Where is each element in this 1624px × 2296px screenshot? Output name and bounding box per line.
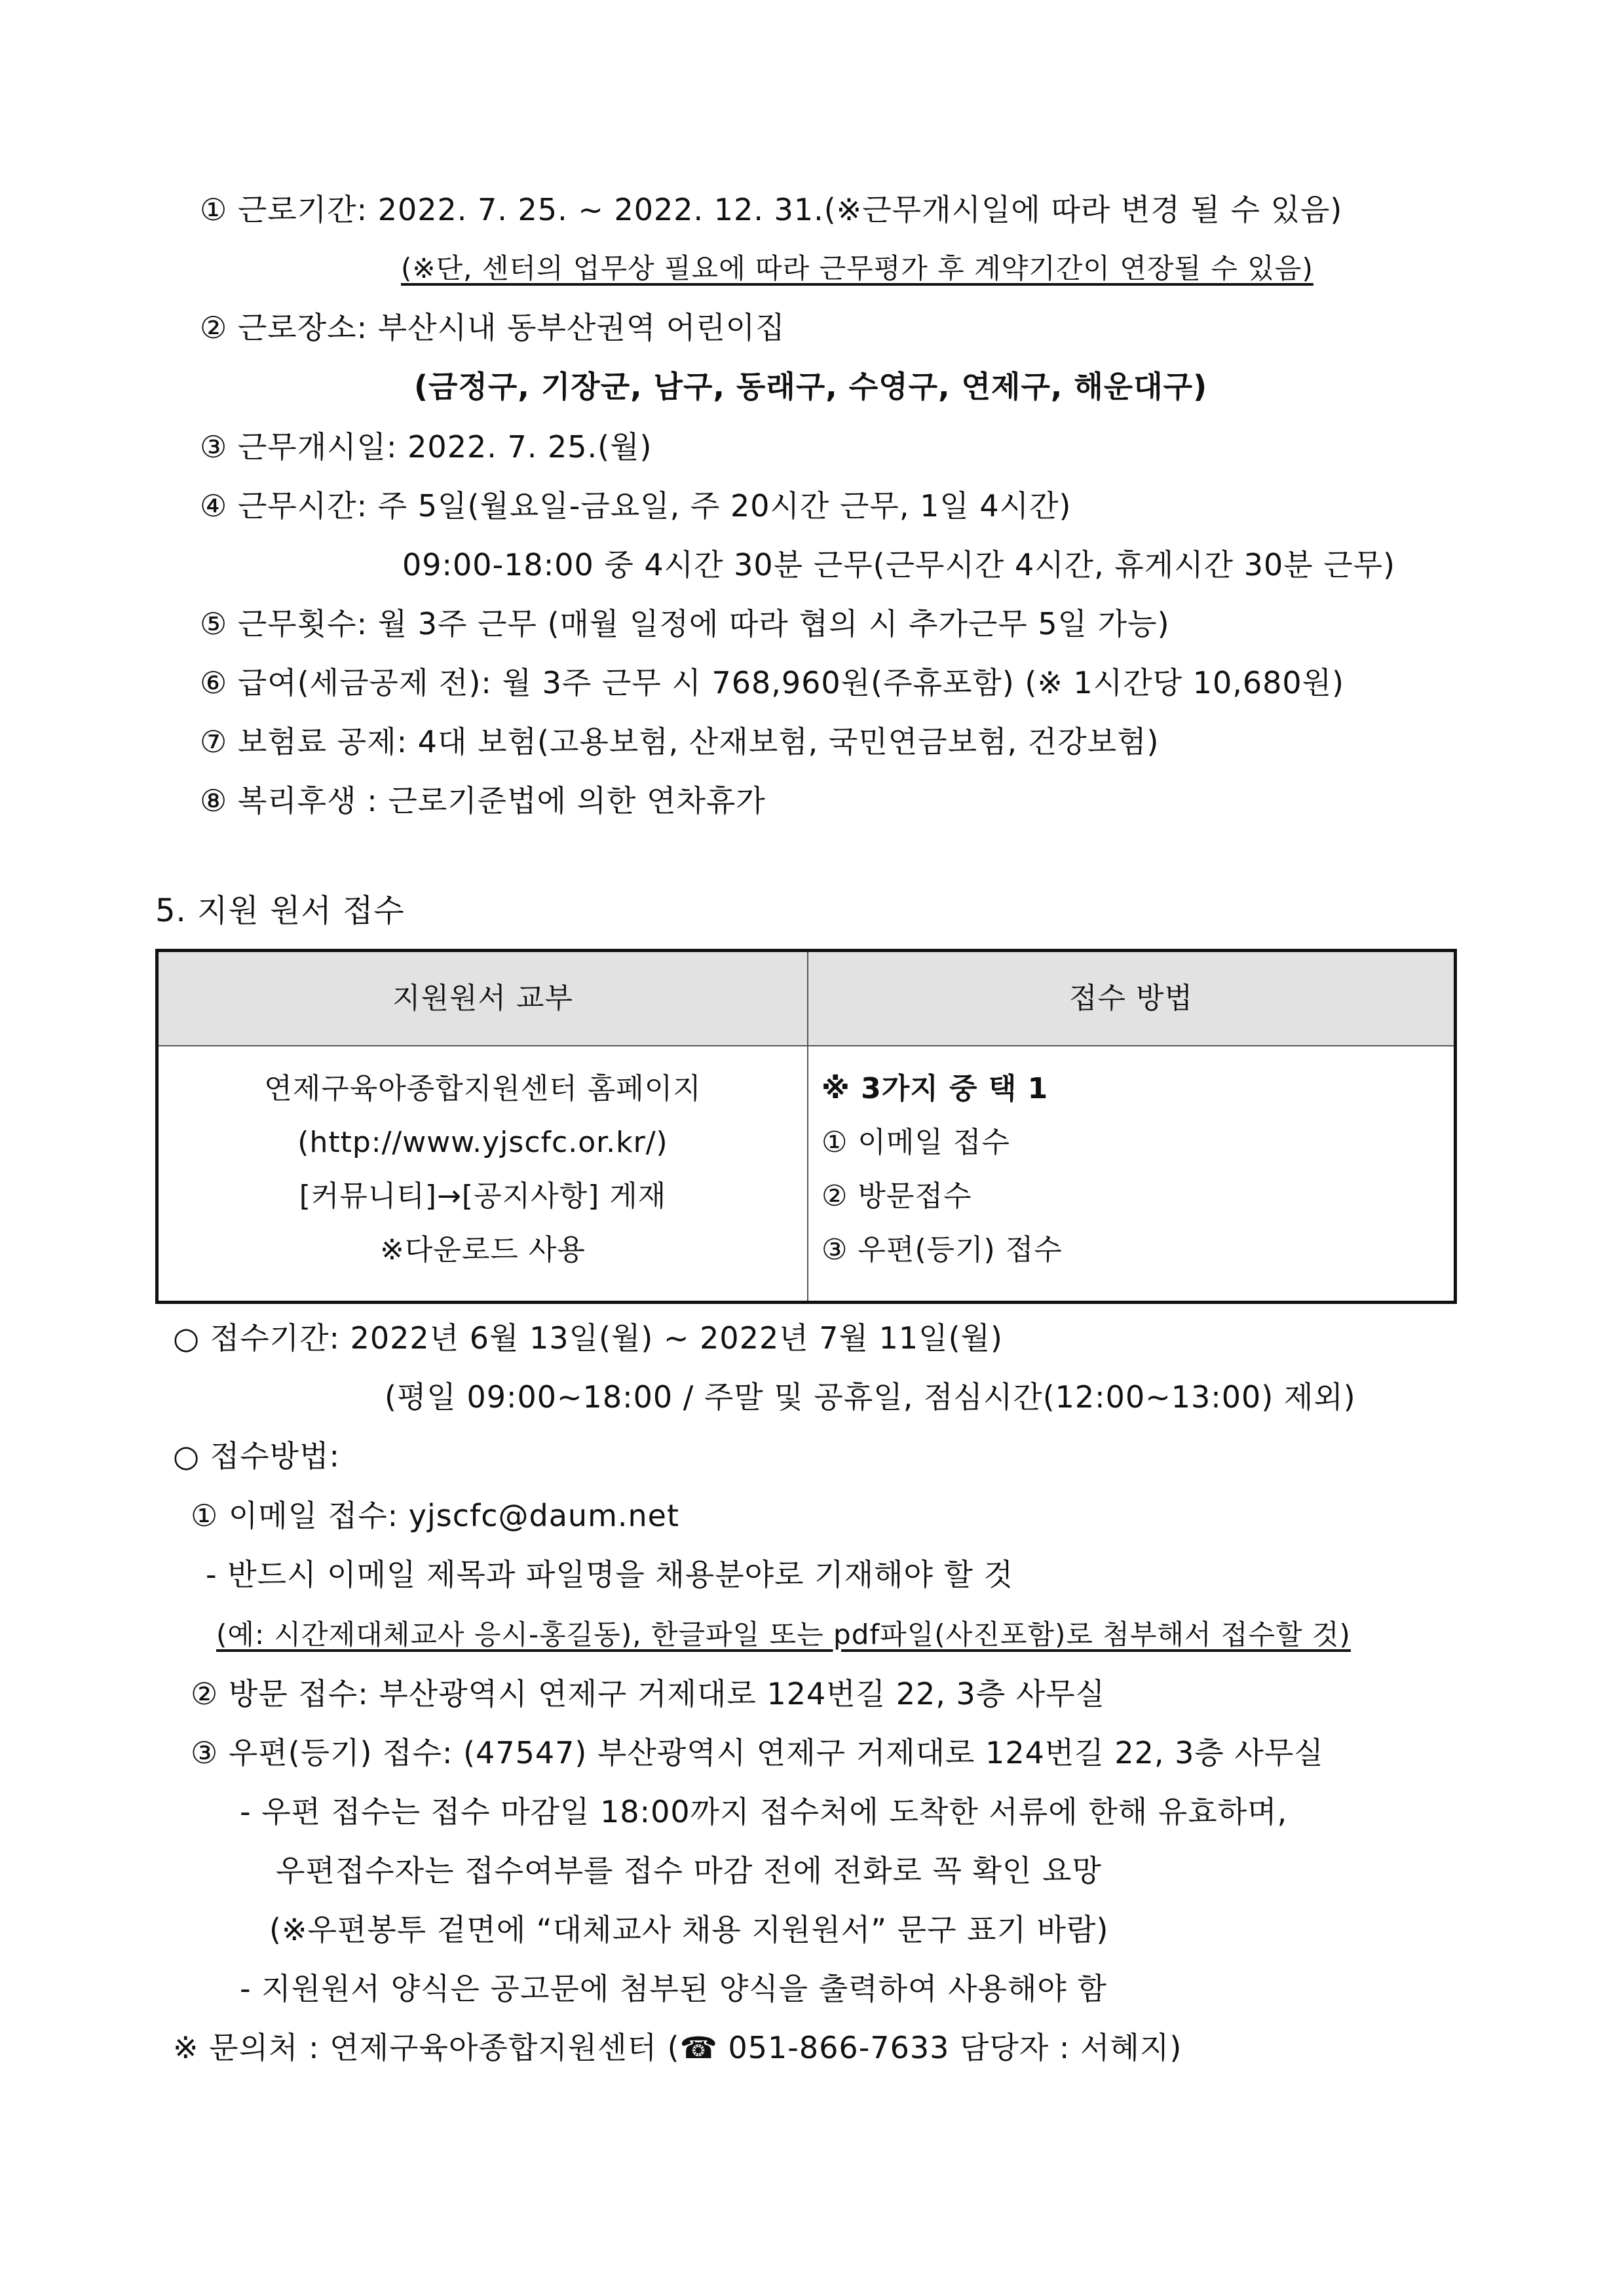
insurance: ⑦ 보험료 공제: 4대 보험(고용보험, 산재보험, 국민연금보험, 건강보험): [200, 724, 1160, 759]
email-example: (예: 시간제대체교사 응시-홍길동), 한글파일 또는 pdf파일(사진포함)로 첨부해서 접수할 것): [216, 1618, 1351, 1651]
work-period: ① 근로기간: 2022. 7. 25. ~ 2022. 12. 31.(※근무개시일에 따라 변경 될 수 있음): [200, 192, 1343, 227]
email-reception: ① 이메일 접수: yjscfc@daum.net: [191, 1498, 679, 1533]
work-place: ② 근로장소: 부산시내 동부산권역 어린이집: [200, 310, 785, 345]
visit-reception: ② 방문 접수: 부산광역시 연제구 거제대로 124번길 22, 3층 사무실: [191, 1676, 1106, 1712]
table-header-distribution: 지원원서 교부: [392, 982, 573, 1015]
table-cell-left: (http://www.yjscfc.or.kr/): [297, 1126, 668, 1159]
table-cell-right: ① 이메일 접수: [821, 1126, 1010, 1159]
work-place-districts: (금정구, 기장군, 남구, 동래구, 수영구, 연제구, 해운대구): [414, 369, 1208, 404]
post-note-3: (※우편봉투 겉면에 “대체교사 채용 지원원서” 문구 표기 바람): [269, 1912, 1109, 1947]
salary: ⑥ 급여(세금공제 전): 월 3주 근무 시 768,960원(주휴포함) (※ 1시간당 10,680원): [200, 665, 1345, 700]
work-period-note: (※단, 센터의 업무상 필요에 따라 근무평가 후 계약기간이 연장될 수 있음): [401, 252, 1313, 284]
table-cell-right: ※ 3가지 중 택 1: [821, 1072, 1049, 1105]
contact-info: ※ 문의처 : 연제구육아종합지원센터 (☎ 051-866-7633 담당자 : 서혜지): [173, 2030, 1182, 2065]
post-note-2: 우편접수자는 접수여부를 접수 마감 전에 전화로 꼭 확인 요망: [276, 1853, 1102, 1888]
reception-period: ○ 접수기간: 2022년 6월 13일(월) ~ 2022년 7월 11일(월): [173, 1320, 1003, 1356]
table-cell-right: ③ 우편(등기) 접수: [821, 1233, 1063, 1267]
table-header-method: 접수 방법: [1068, 982, 1193, 1015]
table-cell-left: [커뮤니티]→[공지사항] 게재: [299, 1179, 667, 1213]
post-reception: ③ 우편(등기) 접수: (47547) 부산광역시 연제구 거제대로 124번길 22, 3층 사무실: [191, 1735, 1324, 1770]
work-hours: ④ 근무시간: 주 5일(월요일-금요일, 주 20시간 근무, 1일 4시간): [200, 488, 1072, 524]
reception-period-note: (평일 09:00~18:00 / 주말 및 공휴일, 점심시간(12:00~13:00) 제외): [385, 1379, 1356, 1415]
table-cell-left: 연제구육아종합지원센터 홈페이지: [264, 1072, 702, 1105]
email-note: - 반드시 이메일 제목과 파일명을 채용분야로 기재해야 할 것: [206, 1557, 1014, 1592]
work-frequency: ⑤ 근무횟수: 월 3주 근무 (매월 일정에 따라 협의 시 추가근무 5일 가능): [200, 606, 1170, 641]
form-note: - 지원원서 양식은 공고문에 첨부된 양식을 출력하여 사용해야 함: [240, 1971, 1107, 2006]
section-title: 5. 지원 원서 접수: [155, 892, 405, 929]
application-table: [155, 949, 1457, 1304]
table-cell-left: ※다운로드 사용: [380, 1233, 586, 1267]
start-date: ③ 근무개시일: 2022. 7. 25.(월): [200, 429, 652, 465]
work-hours-detail: 09:00-18:00 중 4시간 30분 근무(근무시간 4시간, 휴게시간 30분 근무): [402, 547, 1396, 583]
welfare: ⑧ 복리후생 : 근로기준법에 의한 연차휴가: [200, 783, 766, 818]
reception-method: ○ 접수방법:: [173, 1438, 341, 1474]
post-note-1: - 우편 접수는 접수 마감일 18:00까지 접수처에 도착한 서류에 한해 유효하며,: [240, 1794, 1288, 1829]
table-cell-right: ② 방문접수: [821, 1179, 972, 1213]
